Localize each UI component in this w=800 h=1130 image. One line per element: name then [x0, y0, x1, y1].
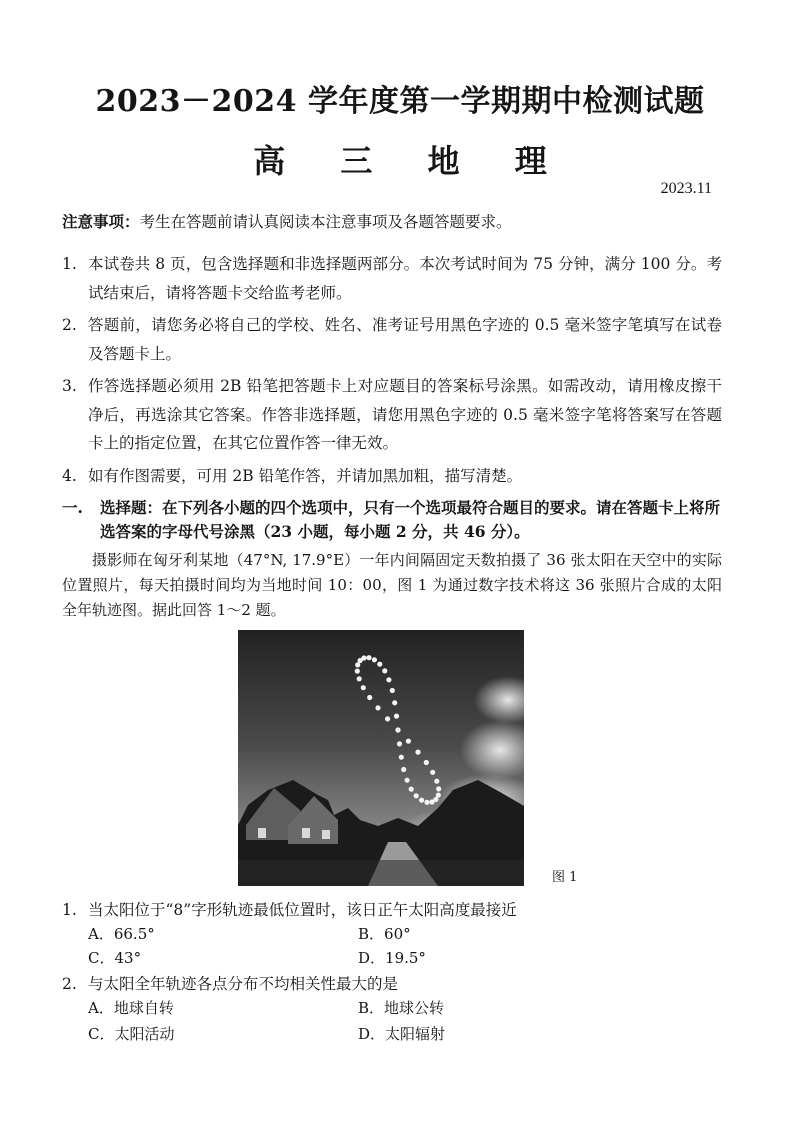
sun-point [377, 662, 382, 667]
sun-point [399, 755, 404, 760]
sun-point [436, 786, 441, 791]
sun-point [382, 668, 387, 673]
notice-item [62, 311, 722, 368]
option-text: 43° [114, 949, 142, 967]
sun-point [361, 685, 366, 690]
exam-title: 2023－2024 学年度第一学期期中检测试题 [95, 84, 705, 119]
question-2 [62, 972, 722, 994]
section-instructions: 选择题：在下列各小题的四个选项中，只有一个选项最符合题目的要求。请在答题卡上将所选答案的字母代号涂黑（23 小题，每小题 2 分，共 46 分）。 [100, 498, 721, 541]
notice-item-number: 4. [62, 466, 77, 485]
notice-item-text: 答题前，请您务必将自己的学校、姓名、准考证号用黑色字迹的 0.5 毫米签字笔填写在试卷及答题卡上。 [88, 316, 722, 363]
sun-point [395, 727, 400, 732]
option-text: 地球自转 [113, 999, 174, 1017]
option-c[interactable] [88, 1023, 175, 1044]
option-text: 60° [384, 925, 411, 943]
sun-point [419, 798, 424, 803]
option-d[interactable] [358, 1023, 445, 1044]
sun-point [424, 800, 429, 805]
sun-point [415, 750, 420, 755]
sun-point [394, 714, 399, 719]
option-b[interactable] [358, 923, 411, 944]
option-label: D． [358, 1025, 386, 1043]
question-1 [62, 898, 722, 920]
house-window [302, 828, 310, 838]
notice-list [62, 250, 722, 494]
sun-point [430, 770, 435, 775]
notice-item-text: 本试卷共 8 页，包含选择题和非选择题两部分。本次考试时间为 75 分钟，满分 100 分。考试结束后，请将答题卡交给监考老师。 [88, 255, 722, 302]
option-label: C． [88, 949, 115, 967]
question-stem: 摄影师在匈牙利某地（47°N, 17.9°E）一年内间隔固定天数拍摄了 36 张太阳在天空中的实际位置照片，每天拍摄时间均为当地时间 10：00，图 1 为通过数字技术将这 36 张照片合成的太阳全年轨迹图。据此回答 1～2 题。 [62, 551, 722, 619]
question-number: 2. [62, 975, 77, 993]
option-b[interactable] [358, 997, 444, 1018]
sun-point [372, 657, 377, 662]
notice-item-number: 1. [62, 255, 77, 273]
house-window [322, 830, 330, 839]
option-text: 太阳辐射 [385, 1025, 446, 1043]
sun-point [355, 662, 360, 667]
sun-point [405, 778, 410, 783]
option-a[interactable] [88, 997, 174, 1018]
section-heading [62, 496, 722, 544]
option-d[interactable] [358, 947, 426, 968]
sun-point [357, 676, 362, 681]
question-text: 当太阳位于“8”字形轨迹最低位置时，该日正午太阳高度最接近 [88, 901, 517, 919]
sun-point [434, 779, 439, 784]
option-c[interactable] [88, 947, 141, 968]
section-number: 一. [62, 498, 83, 517]
sun-point [385, 716, 390, 721]
sun-point [367, 695, 372, 700]
sun-point [392, 700, 397, 705]
sun-point [424, 760, 429, 765]
sun-point [390, 688, 395, 693]
photo-graphic [238, 630, 524, 886]
notice-item-text: 作答选择题必须用 2B 铅笔把答题卡上对应题目的答案标号涂黑。如需改动，请用橡皮擦干净后，再选涂其它答案。作答非选择题，请您用黑色字迹的 0.5 毫米签字笔将答案写在答题卡上的指定位置，在其它位置作答一律无效。 [88, 377, 722, 452]
notice-item-number: 2. [62, 316, 77, 334]
sun-point [386, 677, 391, 682]
option-label: B． [358, 999, 385, 1017]
sun-point [436, 793, 441, 798]
sun-point [366, 655, 371, 660]
house-window [258, 828, 266, 838]
notice-item [62, 462, 722, 491]
sun-point [397, 741, 402, 746]
sun-point [406, 739, 411, 744]
option-label: D． [358, 949, 386, 967]
sun-point [414, 793, 419, 798]
exam-subject: 高 三 地 理 [253, 142, 569, 180]
notice-item-number: 3. [62, 377, 77, 395]
sun-analemma-photo [238, 630, 524, 886]
sun-point [355, 669, 360, 674]
option-text: 19.5° [385, 949, 426, 967]
sun-point [375, 705, 380, 710]
option-text: 太阳活动 [114, 1025, 175, 1043]
sun-point [433, 797, 438, 802]
option-text: 66.5° [113, 925, 155, 943]
notice-item [62, 250, 722, 307]
notice-item-text: 如有作图需要，可用 2B 铅笔作答，并请加黑加粗，描写清楚。 [88, 466, 523, 485]
sun-point [358, 658, 363, 663]
notice-item [62, 372, 722, 458]
notice-text: 考生在答题前请认真阅读本注意事项及各题答题要求。 [139, 213, 512, 231]
figure-caption: 图 1 [552, 870, 578, 885]
exam-date: 2023.11 [660, 180, 712, 197]
option-label: A． [88, 925, 114, 943]
notice-heading [62, 210, 742, 232]
option-label: B． [358, 925, 385, 943]
option-a[interactable] [88, 923, 155, 944]
option-text: 地球公转 [384, 999, 445, 1017]
ground [238, 860, 524, 886]
sun-point [409, 787, 414, 792]
question-text: 与太阳全年轨迹各点分布不均相关性最大的是 [88, 975, 399, 993]
question-number: 1. [62, 901, 77, 919]
sun-point [401, 767, 406, 772]
option-label: C． [88, 1025, 115, 1043]
option-label: A． [88, 999, 114, 1017]
notice-label: 注意事项： [62, 212, 140, 231]
